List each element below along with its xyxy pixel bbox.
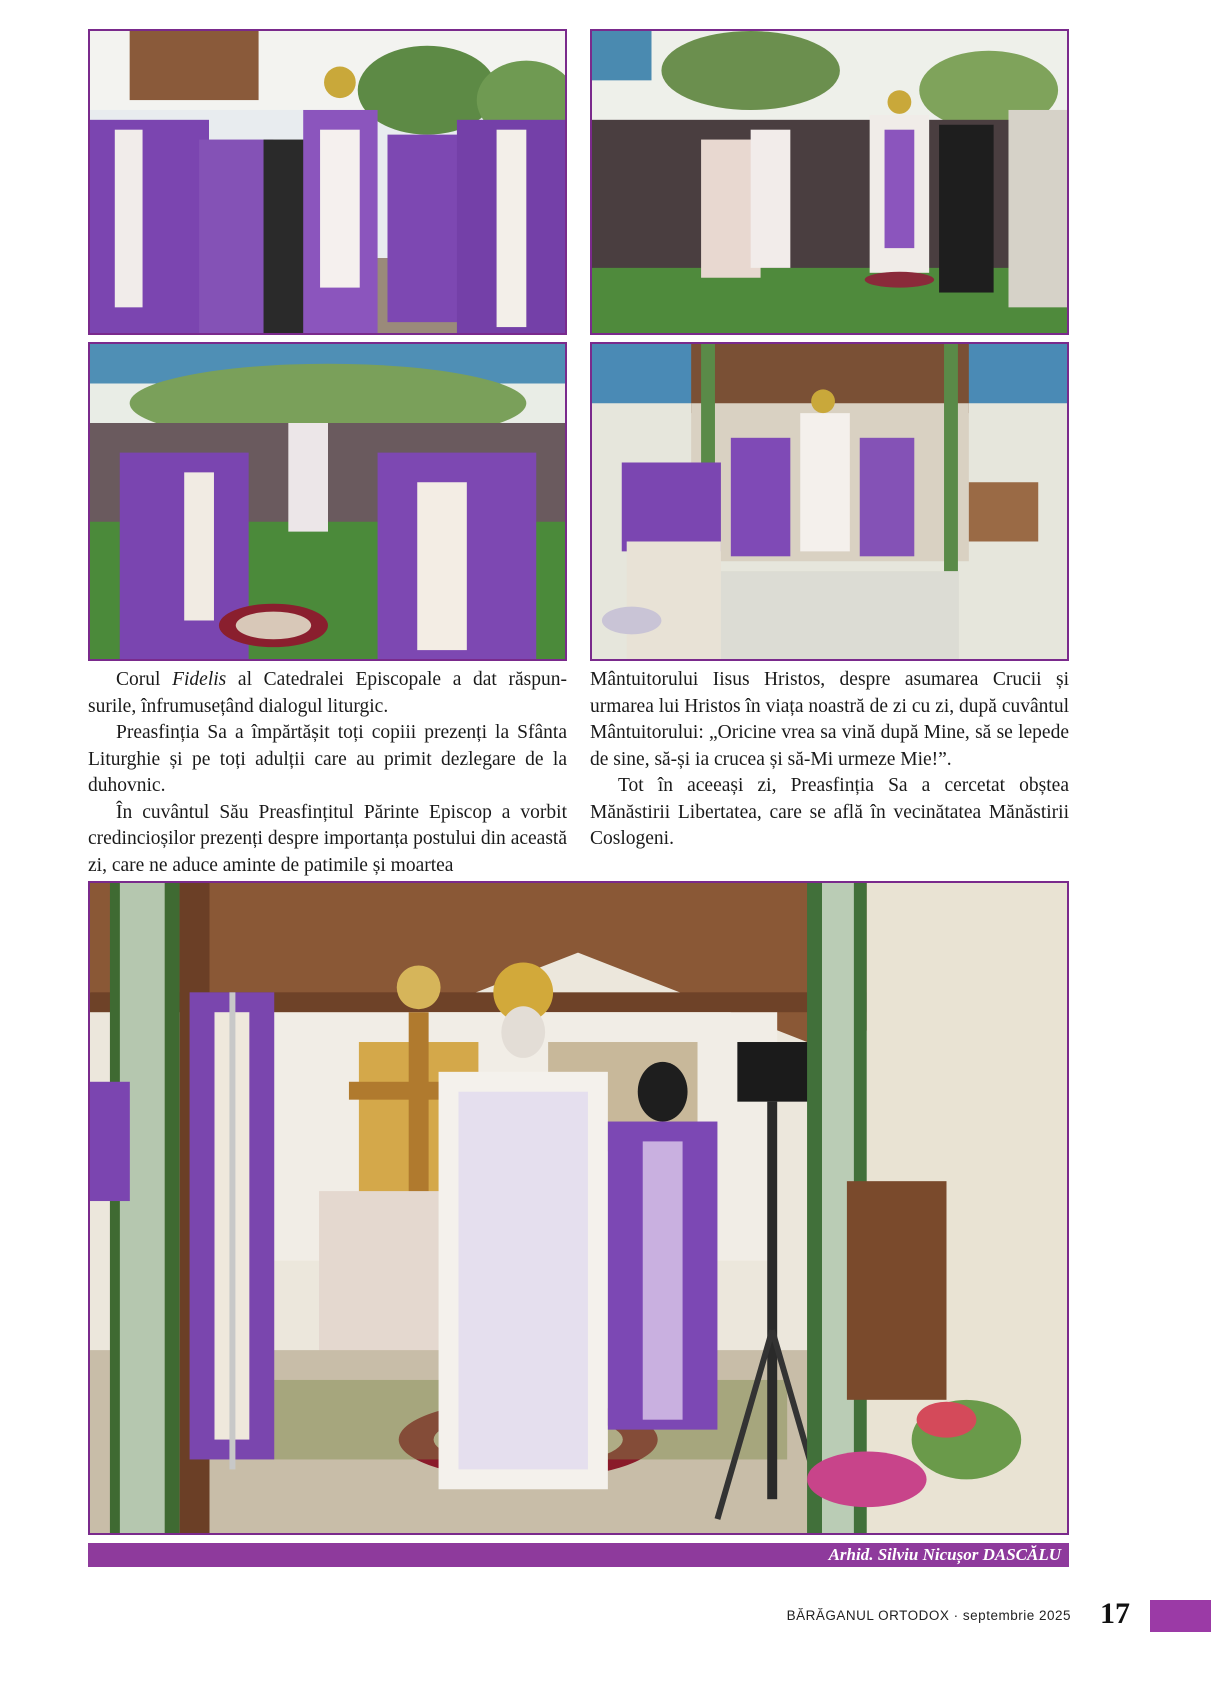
photo-credit: Arhid. Silviu Nicușor DASCĂLU: [828, 1545, 1061, 1564]
page-tab-marker: [1150, 1600, 1211, 1632]
photo-pavilion: [590, 342, 1069, 661]
paragraph-monastery-visit: Tot în aceeași zi, Preasfinția Sa a cercetat obștea Mănăstirii Libertatea, care se află în vecinătatea Mănăstirii Coslogeni.: [590, 775, 1069, 849]
page-number: 17: [1100, 1597, 1130, 1630]
photo-bishop-sermon: [88, 881, 1069, 1535]
article-column-left: [88, 667, 567, 879]
photo-procession: [88, 29, 567, 335]
article-column-right: [590, 667, 1069, 853]
paragraph-communion: Preasfinția Sa a împărtășit toți copiii prezenți la Sfânta Liturghie și pe toți adulții care au primit dezlegare de la duhovnic.: [88, 722, 567, 796]
paragraph-choir: Corul Fidelis al Catedralei Episcopale a dat răspun-surile, înfrumusețând dialogul liturgic.: [88, 669, 567, 717]
photo-credit-bar: [88, 1543, 1069, 1567]
paragraph-sermon-continued: Mântuitorului Iisus Hristos, despre asumarea Crucii și urmarea lui Hristos în viața noastră de zi cu zi, după cuvântul Mântuitorului: „Oricine vrea sa vină după Mine, să se lepede de sine, să-și ia crucea și să-Mi urmeze Mie!”.: [590, 669, 1069, 770]
paragraph-sermon: În cuvântul Său Preasfințitul Părinte Episcop a vorbit credincioșilor prezenți despre importanța postului din această zi, care ne aduce aminte de patimile și moartea: [88, 801, 567, 876]
publication-footer: BĂRĂGANUL ORTODOX · septembrie 2025: [786, 1608, 1071, 1623]
photo-deacons: [88, 342, 567, 661]
photo-congregation: [590, 29, 1069, 335]
